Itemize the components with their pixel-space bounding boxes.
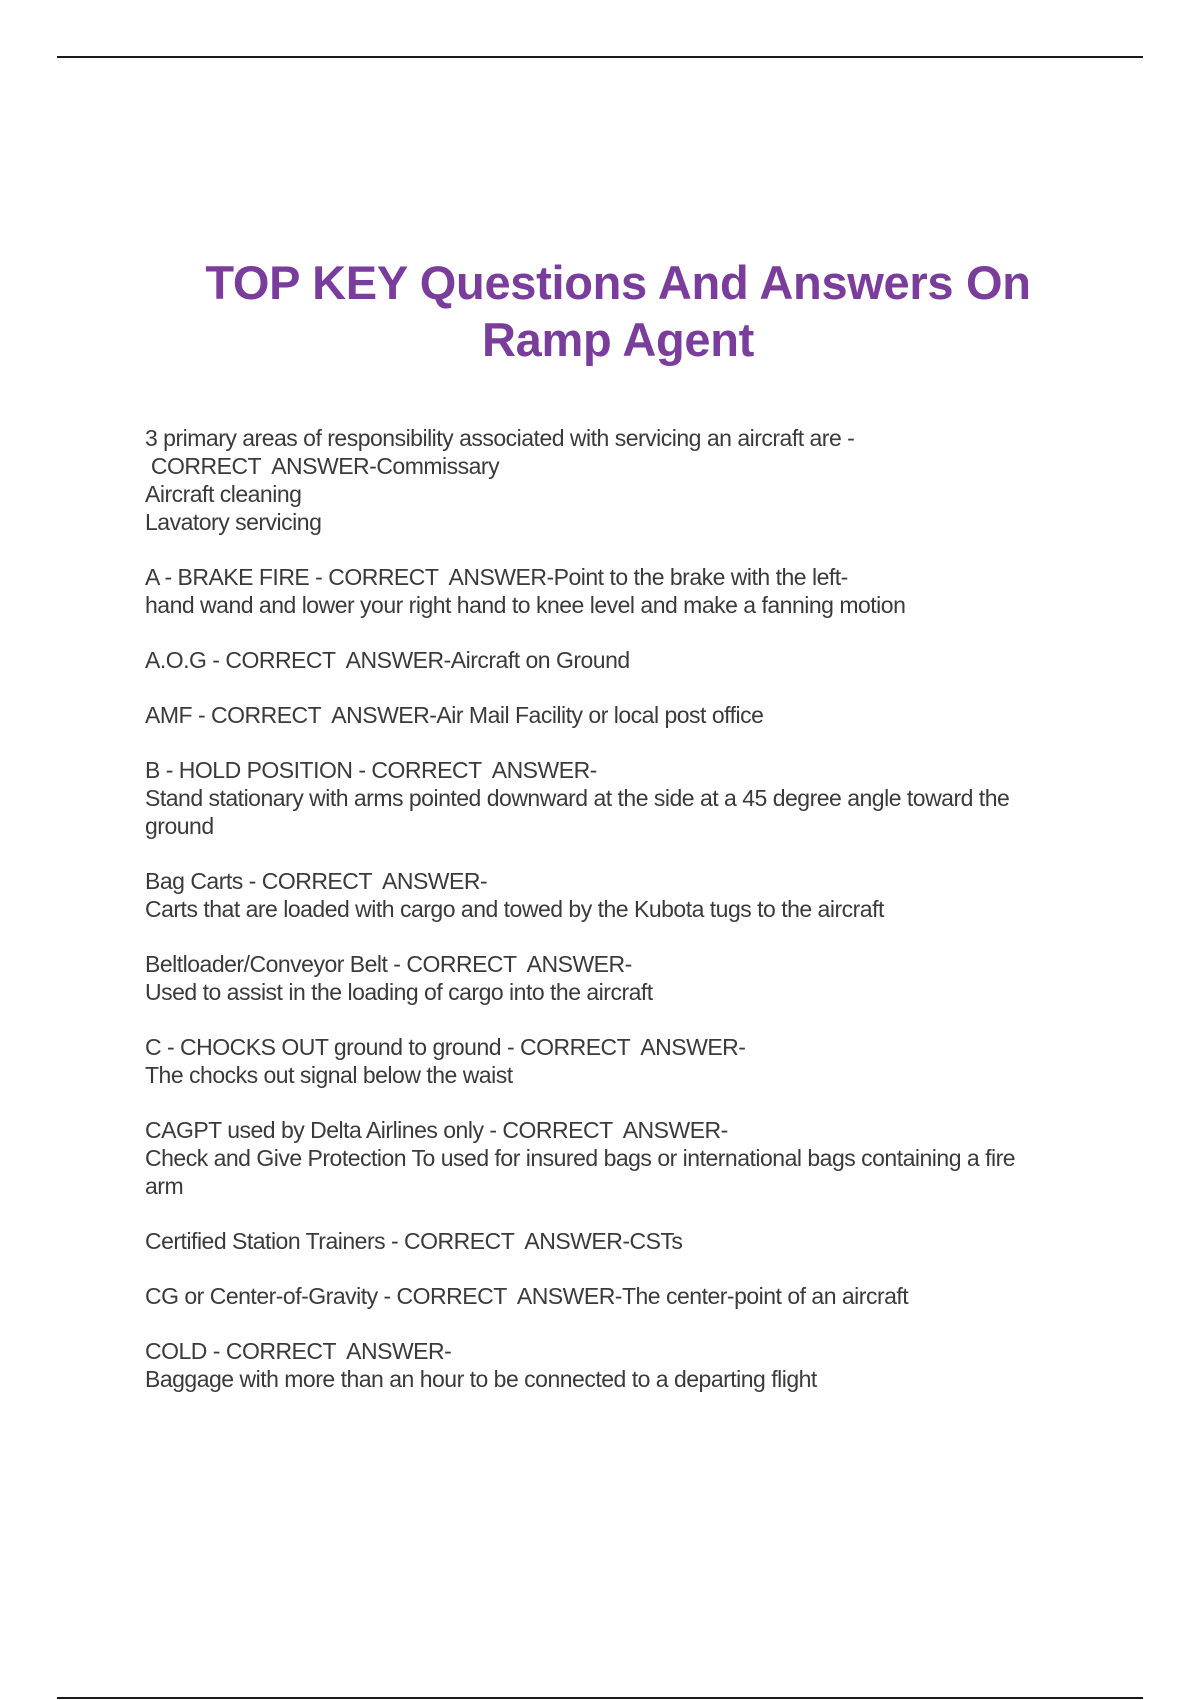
qa-entry-line: 3 primary areas of responsibility associated with servicing an aircraft are - xyxy=(145,425,855,451)
qa-entry-line: CAGPT used by Delta Airlines only - CORRECT ANSWER- xyxy=(145,1117,728,1143)
qa-entry xyxy=(145,1116,1105,1200)
qa-entry-line: arm xyxy=(145,1173,184,1199)
qa-entry-line: Stand stationary with arms pointed downward at the side at a 45 degree angle toward the xyxy=(145,785,1010,811)
qa-entry-line: hand wand and lower your right hand to knee level and make a fanning motion xyxy=(145,592,906,618)
qa-entry-line: Carts that are loaded with cargo and towed by the Kubota tugs to the aircraft xyxy=(145,896,884,922)
title-line-2: Ramp Agent xyxy=(481,313,755,366)
qa-entry-line: Baggage with more than an hour to be connected to a departing flight xyxy=(145,1366,817,1392)
qa-entry xyxy=(145,1033,1105,1089)
qa-entry-line: Certified Station Trainers - CORRECT ANSWER-CSTs xyxy=(145,1228,683,1254)
qa-entry-line: CORRECT ANSWER-Commissary xyxy=(145,453,500,479)
qa-entry-line: Bag Carts - CORRECT ANSWER- xyxy=(145,868,488,894)
qa-entry xyxy=(145,701,1105,729)
top-rule xyxy=(57,56,1143,58)
qa-entry-line: AMF - CORRECT ANSWER-Air Mail Facility or local post office xyxy=(145,702,764,728)
qa-entry-line: A.O.G - CORRECT ANSWER-Aircraft on Ground xyxy=(145,647,630,673)
qa-list xyxy=(145,424,1105,1420)
qa-entry xyxy=(145,867,1105,923)
qa-entry-line: Aircraft cleaning xyxy=(145,481,302,507)
title-line-1: TOP KEY Questions And Answers On xyxy=(205,256,1031,309)
qa-entry-line: Used to assist in the loading of cargo into the aircraft xyxy=(145,979,653,1005)
qa-entry-line: B - HOLD POSITION - CORRECT ANSWER- xyxy=(145,757,597,783)
document-title xyxy=(0,254,1200,368)
qa-entry-line: Beltloader/Conveyor Belt - CORRECT ANSWER- xyxy=(145,951,632,977)
qa-entry-line: COLD - CORRECT ANSWER- xyxy=(145,1338,452,1364)
qa-entry xyxy=(145,950,1105,1006)
qa-entry xyxy=(145,424,1105,536)
qa-entry-line: Check and Give Protection To used for insured bags or international bags containing a fire xyxy=(145,1145,1016,1171)
qa-entry-line: CG or Center-of-Gravity - CORRECT ANSWER-The center-point of an aircraft xyxy=(145,1283,909,1309)
qa-entry-line: The chocks out signal below the waist xyxy=(145,1062,513,1088)
qa-entry xyxy=(145,1227,1105,1255)
bottom-rule xyxy=(57,1697,1143,1699)
qa-entry xyxy=(145,1337,1105,1393)
qa-entry-line: Lavatory servicing xyxy=(145,509,322,535)
qa-entry xyxy=(145,563,1105,619)
qa-entry xyxy=(145,756,1105,840)
qa-entry-line: A - BRAKE FIRE - CORRECT ANSWER-Point to the brake with the left- xyxy=(145,564,848,590)
qa-entry xyxy=(145,646,1105,674)
qa-entry-line: ground xyxy=(145,813,214,839)
qa-entry xyxy=(145,1282,1105,1310)
qa-entry-line: C - CHOCKS OUT ground to ground - CORRECT ANSWER- xyxy=(145,1034,746,1060)
